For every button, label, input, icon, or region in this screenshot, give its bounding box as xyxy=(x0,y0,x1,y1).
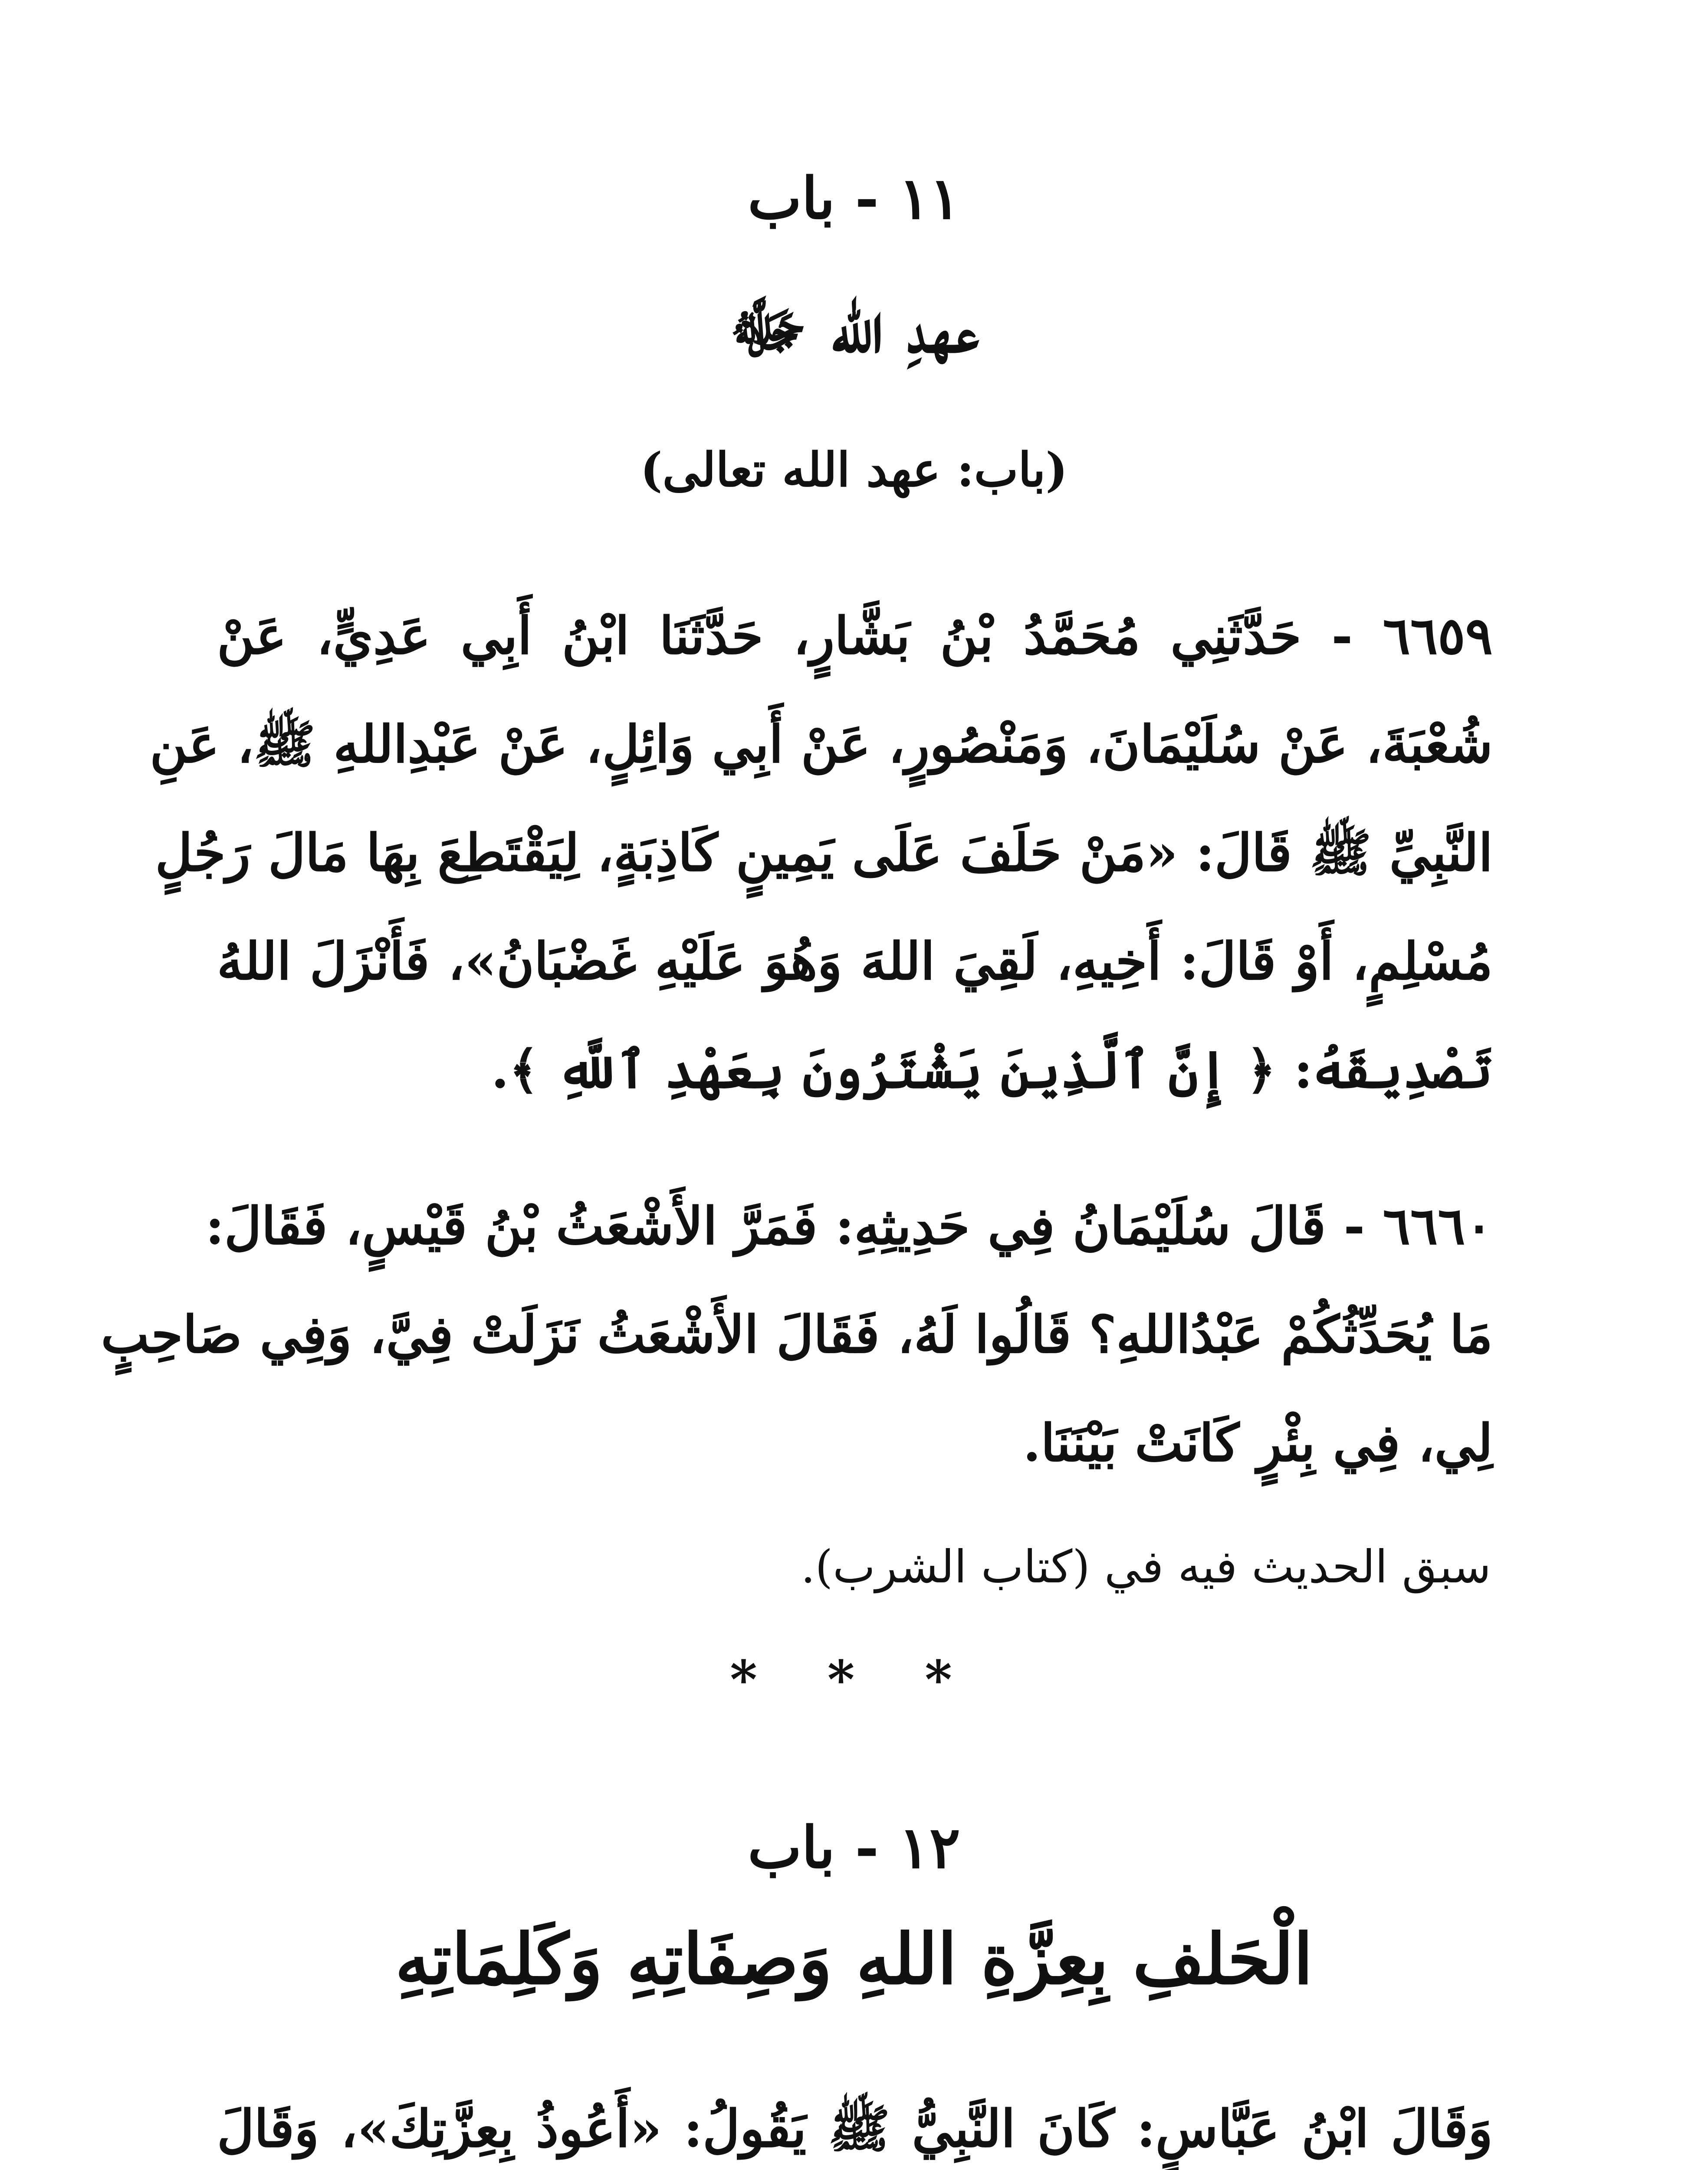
hadith-6659 xyxy=(150,582,1493,1124)
chapter-number-heading: ١١ - باب xyxy=(748,165,960,232)
chapter-title: عهدِ الله ﷻ xyxy=(729,287,979,368)
text-line: شُعْبَةَ، عَنْ سُلَيْمَانَ، وَمَنْصُورٍ، عَنْ أَبِي وَائِلٍ، عَنْ عَبْدِاللهِ ﷺ، عَنِ xyxy=(150,714,1493,774)
text-line: مُسْلِمٍ، أَوْ قَالَ: أَخِيهِ، لَقِيَ اللهَ وَهُوَ عَلَيْهِ غَضْبَانُ»، فَأَنْزَلَ اللهُ xyxy=(217,931,1493,991)
text-line: تَصْدِيقَهُ: ﴿ إِنَّ ٱلَّذِينَ يَشْتَرُونَ بِعَهْدِ ٱللَّهِ ﴾. xyxy=(491,1039,1493,1100)
hadith-6660 xyxy=(101,1172,1493,1497)
chapter-number-heading: ١٢ - باب xyxy=(748,1814,960,1881)
chapter-subtitle: (باب: عهد الله تعالى) xyxy=(640,443,1068,497)
text-line: ٦٦٦٠ - قَالَ سُلَيْمَانُ فِي حَدِيثِهِ: فَمَرَّ الأَشْعَثُ بْنُ قَيْسٍ، فَقَالَ: xyxy=(205,1196,1493,1256)
text-line: ٦٦٥٩ - حَدَّثَنِي مُحَمَّدُ بْنُ بَشَّارٍ، حَدَّثَنَا ابْنُ أَبِي عَدِيٍّ، عَنْ xyxy=(217,605,1493,666)
footnote-reference: سبق الحديث فيه في (كتاب الشرب). xyxy=(801,1540,1491,1593)
section-separator: * * * xyxy=(730,1649,978,1710)
text-line: لِي، فِي بِئْرٍ كَانَتْ بَيْنَنَا. xyxy=(1023,1413,1493,1473)
chapter-title: الْحَلفِ بِعِزَّةِ اللهِ وَصِفَاتِهِ وَكَلِمَاتِهِ xyxy=(395,1918,1313,2000)
text-line: وَقَالَ ابْنُ عَبَّاسٍ: كَانَ النَّبِيُّ ﷺ يَقُولُ: «أَعُوذُ بِعِزَّتِكَ»، وَقَالَ xyxy=(217,2098,1493,2159)
text-line: مَا يُحَدِّثُكُمْ عَبْدُاللهِ؟ قَالُوا لَهُ، فَقَالَ الأَشْعَثُ نَزَلَتْ فِيَّ، وَفِي صَاحِبٍ xyxy=(101,1304,1493,1364)
chapter-intro-paragraph xyxy=(217,2075,1493,2170)
text-line: النَّبِيِّ ﷺ قَالَ: «مَنْ حَلَفَ عَلَى يَمِينٍ كَاذِبَةٍ، لِيَقْتَطِعَ بِهَا مَالَ رَجُلٍ xyxy=(155,822,1493,883)
